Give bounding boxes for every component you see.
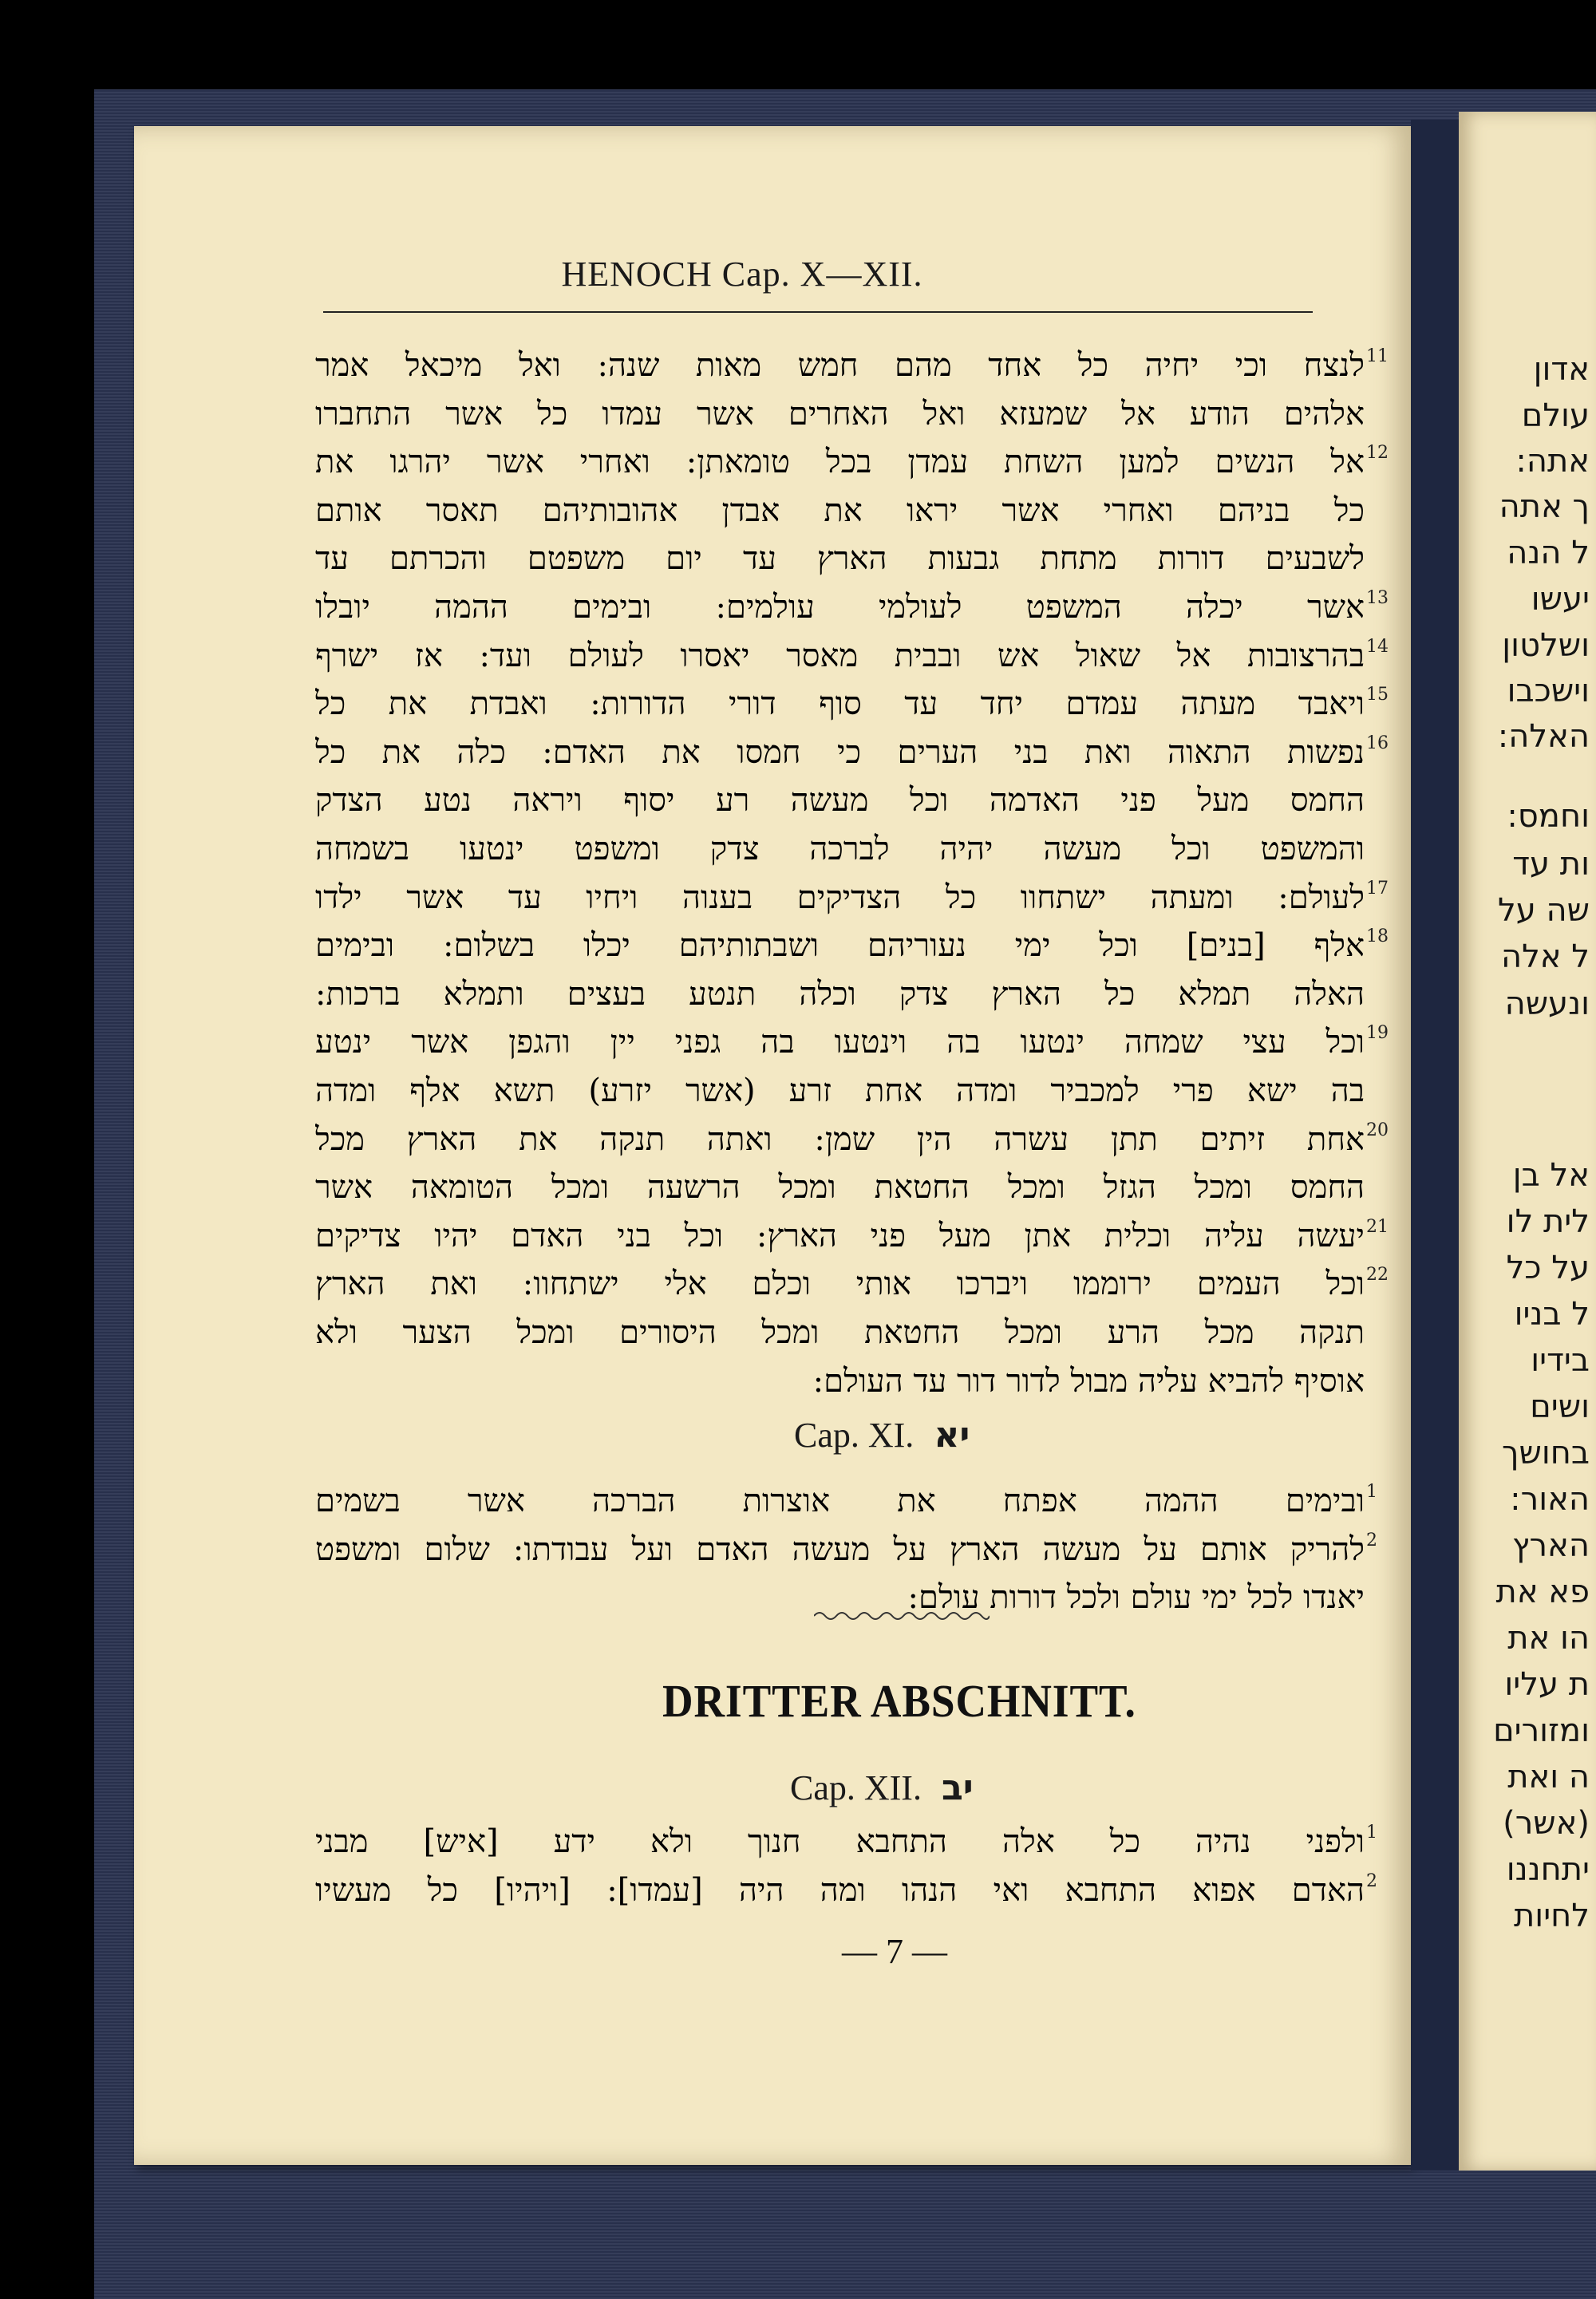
text-line: אל הנשים למען השחת עמדן בכל טומאתן: ואחרי אשר יהרגו את [315,444,1365,481]
running-header: HENOCH Cap. X—XII. [561,255,923,294]
text-line: נפשות התאוה ואת בני הערים כי חמסו את האדם: כלה את כל [315,733,1365,771]
next-page-text-fragment: בידיו [1531,1342,1590,1379]
chapter-11-heading [794,1415,970,1456]
verse-number: 17 [1366,878,1389,899]
text-line: ויאבד מעתה עמדם יחד עד סוף דורי הדורות: ואבדת את כל [315,685,1365,723]
verse-number: 22 [1366,1265,1389,1286]
next-page-text-fragment: ות עד [1512,846,1590,883]
next-page-text-fragment: האלה: [1497,718,1590,755]
text-line: לעולם: ומעתה ישתחוו כל הצדיקים בענוה ויחיו עד אשר ילדו [315,879,1365,916]
next-page-text-fragment: וישכבו [1507,673,1590,709]
text-line: תנקה מכל הרע ומכל החטאת ומכל היסורים ומכל הצער ולא [315,1314,1365,1351]
verse-number: 14 [1366,636,1389,657]
next-page-text-fragment: ה ואת [1507,1759,1590,1795]
text-line: לשבעים דורות מתחת גבעות הארץ עד יום משפטם והכרתם עד [315,540,1365,578]
next-page-text-fragment: ונעשה [1504,986,1590,1022]
text-line: וכל העמים ירוממו ויברכו אותי וכלם אלי ישתחוו: ואת הארץ [315,1266,1365,1303]
verse-number: 19 [1366,1023,1389,1044]
next-page-text-fragment: בחושך [1502,1435,1590,1471]
text-line: וכל עצי שמחה ינטעו בה וינטעו בה גפני יין והגפן אשר ינטע [315,1024,1365,1061]
next-page-text-fragment: ל אלה [1500,938,1590,975]
next-page-text-fragment: הו את [1507,1620,1590,1657]
text-line: כל בניהם ואחרי אשר יראו את אבדן אהובותיהם תאסר אותם [315,492,1365,529]
next-page-text-fragment: ומזורים [1493,1712,1590,1749]
text-line: יאנדו לכל ימי עולם ולכל דורות עולם: [907,1579,1365,1617]
text-line: אשר יכלה המשפט לעולמי עולמים: ובימים ההמה יובלו [315,589,1365,626]
verse-number: 13 [1366,588,1389,608]
next-page-text-fragment: אדון [1533,351,1590,388]
next-page-edge [1459,112,1596,2171]
section-divider-ornament [814,1608,990,1624]
text-line: לנצח וכי יחיה כל אחד מהם חמש מאות שנה: ואל מיכאל אמר [315,347,1365,384]
next-page-text-fragment: על כל [1506,1250,1590,1286]
next-page-text-fragment: ושים [1530,1388,1590,1425]
text-line: החמס מעל פני האדמה וכל מעשה רע יסוף ויראה נטע הצדק [315,782,1365,820]
text-line: אלף [בנים] וכל ימי נעוריהם ושבתותיהם יכלו בשלום: ובימים [315,927,1365,965]
verse-number: 15 [1366,685,1389,705]
next-page-text-fragment: יעשו [1531,581,1590,618]
next-page-text-fragment: אל בן [1512,1157,1590,1194]
next-page-text-fragment: אתה: [1515,443,1590,480]
verse-number: 20 [1366,1120,1389,1140]
text-line: והמשפט וכל מעשה יהיה לברכה צדק ומשפט ינטעו בשמחה [315,831,1365,867]
next-page-text-fragment: פא את [1495,1574,1590,1610]
text-line: בהרצובות אל שאול אש ובבית מאסר יאסרו לעולם ועד: אז ישרף [315,637,1365,674]
next-page-text-fragment: ך אתה [1499,488,1590,525]
next-page-text-fragment: (אשר) [1503,1805,1590,1842]
next-page-text-fragment: לית לו [1506,1203,1590,1240]
verse-number: 11 [1366,346,1389,366]
next-page-text-fragment: יתחננו [1506,1851,1590,1888]
page-number: — 7 — [842,1932,947,1971]
verse-number: 16 [1366,733,1389,753]
header-rule [323,311,1313,313]
next-page-text-fragment: ת עליו [1504,1666,1590,1703]
next-page-text-fragment: ושלטון [1502,627,1590,664]
chapter-12-heading [790,1768,974,1808]
verse-number: 1 [1366,1823,1377,1843]
text-line: אוסיף להביא עליה מבול לדור דור עד העולם: [812,1362,1365,1400]
text-line: ובימים ההמה אפתח את אוצרות הברכה אשר בשמים [315,1483,1365,1519]
next-page-text-fragment: ל בניו [1514,1296,1590,1333]
next-page-text-fragment: הארץ [1511,1527,1590,1564]
verse-number: 1 [1366,1482,1377,1502]
section-title: DRITTER ABSCHNITT. [662,1675,1136,1727]
next-page-text-fragment: וחמס: [1507,798,1590,835]
verse-number: 2 [1366,1530,1377,1550]
text-line: יעשה עליה וכלית אתן מעל פני הארץ: וכל בני האדם יהיו צדיקים [315,1217,1365,1254]
text-line: האדם אפוא התחבא ואי הנהו ומה היה [עמדו]: [ויהיו] כל מעשיו [315,1871,1365,1909]
verse-number: 18 [1366,926,1389,947]
text-line: בה ישא פרי למכביר ומדה אחת זרע (אשר יזרע) תשא אלף ומדה [315,1072,1365,1109]
chapter-11-label: Cap. XI. [794,1416,915,1455]
next-page-text-fragment: האור: [1510,1481,1590,1518]
chapter-11-hebrew-label: יא [934,1415,970,1456]
next-page-text-fragment: עולם [1521,397,1590,434]
chapter-12-hebrew-label: יב [941,1768,974,1808]
text-line: להריק אותם על מעשה הארץ על מעשה האדם ועל עבודתו: שלום ומשפט [315,1531,1365,1568]
text-line: אלהים הודע אל שמעזא ואל האחרים אשר עמדו כל אשר התחברו [315,395,1365,433]
next-page-text-fragment: שה על [1498,892,1590,929]
next-page-text-fragment: לחיות [1514,1898,1590,1934]
verse-number: 21 [1366,1216,1389,1237]
text-line: אחת זיתים תתן עשרה הין שמן: ואתה תנקה את הארץ מכל [315,1120,1365,1158]
next-page-text-fragment: ל הנה [1507,535,1590,571]
chapter-12-label: Cap. XII. [790,1768,922,1807]
verse-number: 12 [1366,443,1389,464]
text-line: האלה תמלא כל הארץ צדק וכלה תנטע בעצים ותמלא ברכות: [315,975,1365,1013]
book-gutter [1411,120,1459,2171]
text-line: החמס ומכל הגזל ומכל החטאת ומכל הרשעה ומכל הטומאה אשר [315,1169,1365,1207]
text-line: ולפני נהיה כל אלה התחבא חנוך ולא ידע [איש] מבני [315,1823,1365,1860]
verse-number: 2 [1366,1870,1377,1891]
